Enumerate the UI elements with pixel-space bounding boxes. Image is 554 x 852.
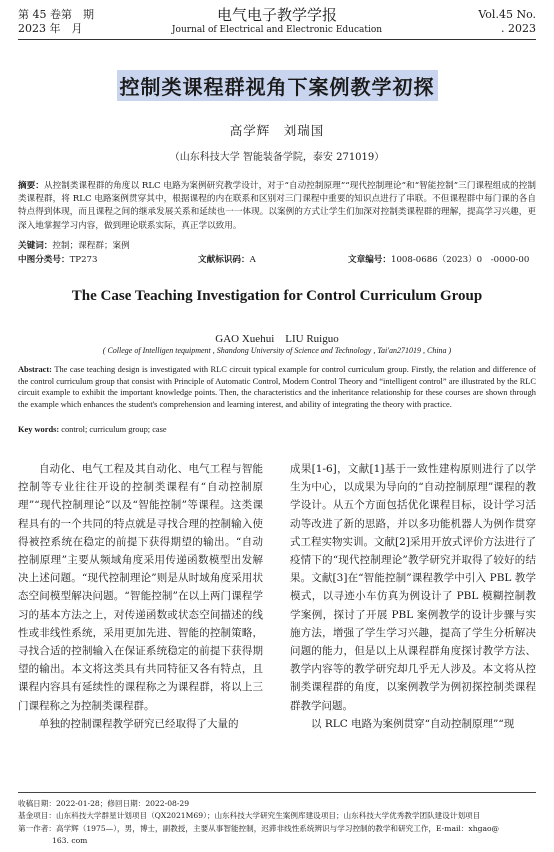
body-column-right (290, 460, 536, 733)
paper-title-cn-text: 控制类课程群视角下案例教学初探 (117, 70, 438, 101)
header-volume-en (478, 8, 536, 36)
authors-en: GAO Xuehui LIU Ruiguo (215, 333, 339, 345)
header-journal (18, 6, 536, 36)
clc-value: TP273 (69, 255, 98, 265)
authors-cn: 高学辉 刘瑞国 (229, 123, 325, 138)
keywords-cn-text: 控制；课程群；案例 (52, 241, 130, 251)
body-paragraph: 单独的控制课程教学研究已经取得了大量的 (39, 717, 239, 730)
paper-title-en: The Case Teaching Investigation for Control Curriculum Group (71, 288, 483, 304)
abstract-cn-text: 从控制类课程群的角度以 RLC 电路为案例研究教学设计，对于“自动控制原理”“现代控制理论”和“智能控制”三门课程组成的控制类课程群，将 RLC 电路案例贯穿其中，根据课程的内在联系和区别对三门课程中重要的知识点进行了串联。不但课程群中每门课的各自特点得到体现，而且课程之间的继承发展关系和延续也一一体现。以案例的方式让学生们加深对控制类课程群的理解，提高学习兴趣，更深入地掌握学习内容，做到理论联系实际，真正学以致用。 (18, 181, 536, 231)
abstract-cn-label: 摘要： (18, 181, 44, 191)
article-number (348, 253, 529, 265)
keywords-en-text: control; curriculum group; case (61, 425, 167, 434)
volume-en: Vol.45 No. (478, 8, 536, 21)
body-column-left (18, 460, 263, 733)
keywords-en (18, 425, 167, 434)
abstract-en-label: Abstract: (18, 365, 52, 374)
article-label: 文章编号： (348, 255, 391, 265)
keywords-en-label: Key words: (18, 425, 60, 434)
affiliation-cn: （山东科技大学 智能装备学院，泰安 271019） (169, 152, 385, 163)
article-value: 1008-0686（2023）0 -0000-00 (390, 255, 530, 265)
volume-cn: 第 45 卷第 期 (18, 8, 94, 21)
footnote-dates: 收稿日期：2022-01-28；修回日期：2022-08-29 (18, 799, 190, 808)
abstract-en (18, 364, 536, 410)
affiliation-en: ( College of Intelligen tequipment , Shandong University of Science and Technology , Tai'an271019 , China ) (102, 346, 452, 355)
abstract-cn (18, 180, 536, 233)
footnote-fund: 基金项目：山东科技大学群星计划项目（QX2021M69）；山东科技大学研究生案例库建设项目；山东科技大学优秀教学团队建设计划项目 (18, 811, 481, 821)
footnotes (18, 792, 536, 847)
doc-code-label: 文献标识码： (198, 255, 250, 265)
body-paragraph: 自动化、电气工程及其自动化、电气工程与智能控制等专业往往开设的控制类课程有“自动控制原理”“现代控制理论”以及“智能控制”等课程。这类课程具有的一个共同的特点就是寻找合理的控制输入使得被控系统在稳定的前提下获得期望的输出。“自动控制原理”主要从频域角度采用传递函数模型出发解决上述问题。“现代控制理论”则是从时域角度采用状态空间模型解决问题。“智能控制”在以上两门课程学习的基本方法之上，对传递函数或状态空间描述的线性或非线性系统，采用更加先进、智能的控制策略，寻找合适的控制输入在保证系统稳定的前提下获得期望的输出。本文将这类具有共同特征又各有特点，且课程内容具有延续性的课程称之为课程群，将以上三门课程称之为控制类课程群。 (18, 463, 263, 712)
journal-name-cn: 电气电子教学学报 (216, 6, 337, 24)
body-paragraph: 以 RLC 电路为案例贯穿“自动控制原理”“现 (311, 717, 515, 730)
keywords-cn-label: 关键词： (18, 241, 53, 251)
body-paragraph: 成果[1-6]，文献[1]基于一致性建构原则进行了以学生为中心，以成果为导向的“自动控制原理”课程的教学设计。从五个方面包括优化课程目标，设计学习活动等改进了新的思路，并以多功能机器人为例作贯穿式工程实物实训。文献[2]采用开放式评价方法进行了疫情下的“现代控制理论”教学研究并取得了较好的结果。文献[3]在“智能控制”课程教学中引入 PBL 教学模式，以寻迹小车仿真为例设计了 PBL 模糊控制教学案例，探讨了开展 PBL 案例教学的设计步骤与实施方法，增强了学生学习兴趣，提高了学生分析解决问题的能力，但是以上从课程群角度探讨教学方法、教学内容等的教学研究却几乎无人涉及。本文将从控制类课程群的角度，以案例教学为例初探控制类课程群教学问题。 (290, 463, 536, 712)
clc-label: 中图分类号： (18, 255, 70, 265)
paper-title-cn (0, 70, 554, 101)
footnote-author: 第一作者：高学辉（1975—），男，博士，副教授，主要从事智能控制，迟滞非线性系统辨识与学习控制的教学和研究工作，E-mail：xhgao@ (18, 823, 500, 833)
doc-code-value: A (249, 255, 256, 265)
year-en: . 2023 (501, 22, 536, 35)
keywords-cn (18, 239, 130, 251)
document-code (198, 253, 256, 265)
journal-name-en: Journal of Electrical and Electronic Education (171, 25, 383, 35)
year-cn: 2023 年 月 (18, 22, 83, 35)
footnote-author-email-end: 163. com (52, 835, 88, 845)
abstract-en-text: The case teaching design is investigated with RLC circuit typical example for control curriculum group. Firstly, the relation and difference of the control curriculum group that consist with Principle of Automatic Control, Modern Control Theory and “intelligent control” are illustrated by the RLC circuit example to exhibit the important knowledge points. Then, the characteristics and the inheritance relationship for these courses are shown through the example which enhances the student's comprehension and learning interest, and ability of integrating the theory with practice. (18, 365, 536, 409)
clc-number (18, 253, 98, 265)
running-header (18, 6, 536, 40)
